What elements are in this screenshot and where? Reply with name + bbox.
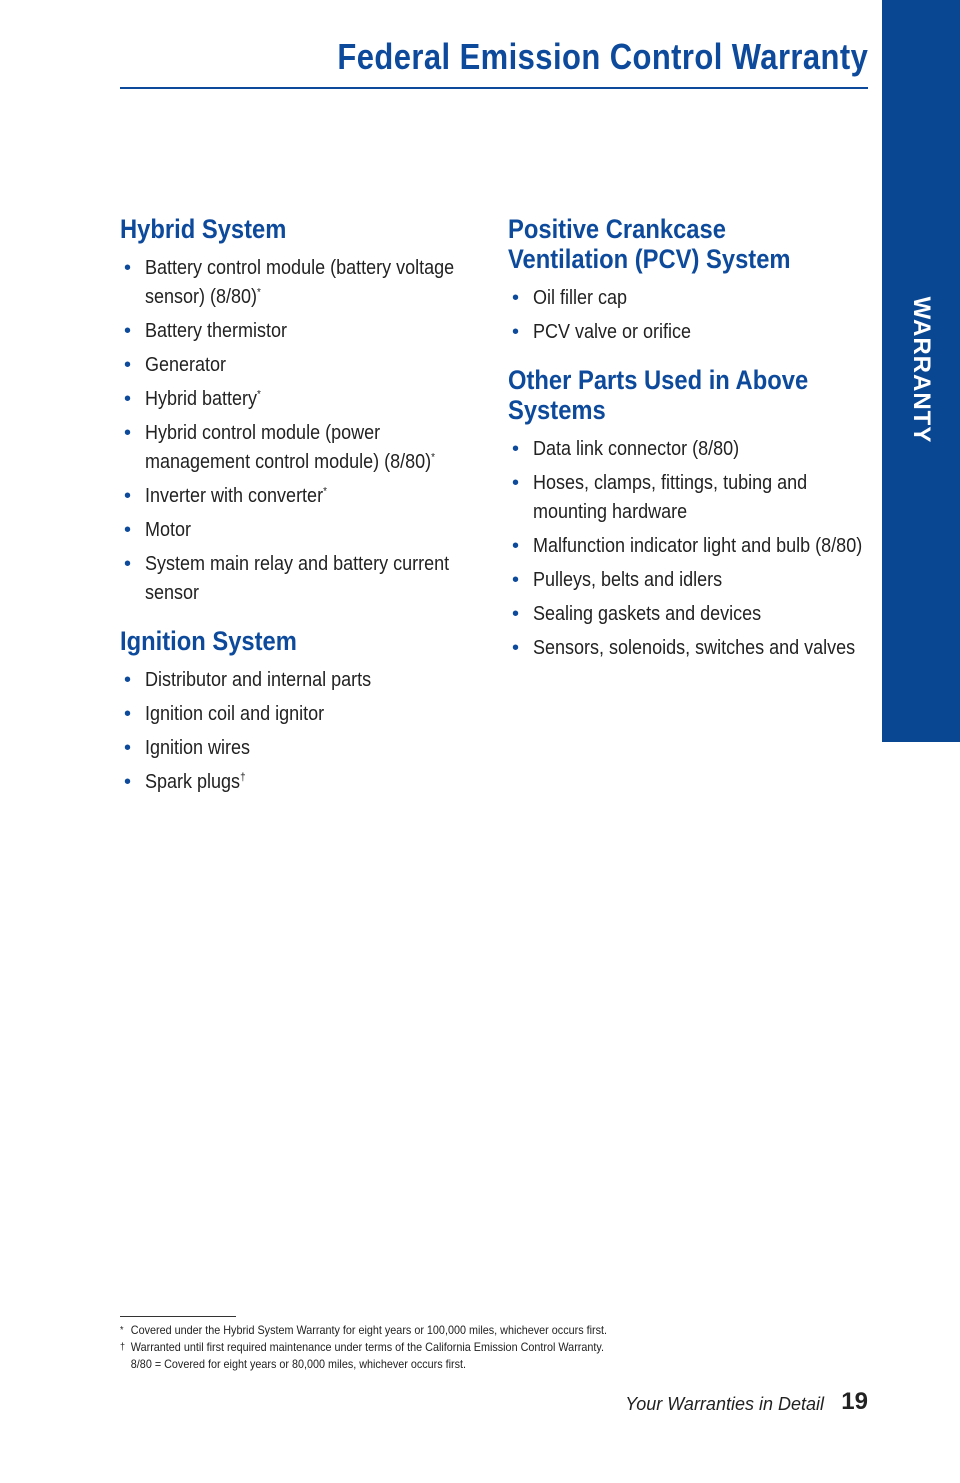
footnote-mark: † (240, 771, 246, 784)
list-item (508, 532, 878, 561)
list-item-text: Motor (145, 519, 192, 541)
right-section (508, 365, 878, 663)
side-tab-label: WARRANTY (908, 296, 935, 444)
list-item-text: Distributor and internal parts (145, 669, 372, 691)
bullet-list (120, 254, 480, 608)
list-item-text: Pulleys, belts and idlers (533, 569, 723, 591)
list-item-body (533, 435, 878, 464)
footnote-rule (120, 1316, 236, 1317)
list-item-body (145, 666, 480, 695)
bullet-list (508, 435, 878, 663)
list-item (120, 419, 480, 477)
list-item-text: Battery control module (battery voltage sensor) (8/80) (145, 257, 455, 308)
list-item (120, 385, 480, 414)
section-heading: Ignition System (120, 626, 297, 656)
section-heading: Positive Crankcase Ventilation (PCV) System (508, 214, 791, 274)
list-item-body (533, 469, 878, 527)
list-item (120, 254, 480, 312)
footnote-mark: * (431, 451, 436, 464)
list-item (120, 516, 480, 545)
list-item-text: System main relay and battery current sensor (145, 553, 450, 604)
list-item-body (145, 734, 480, 763)
list-item (120, 666, 480, 695)
list-item-body (145, 419, 480, 477)
list-item-text: Battery thermistor (145, 320, 288, 342)
footnote-dagger-text: Warranted until first required maintenance under terms of the California Emission Control Warranty. (130, 1340, 605, 1354)
footnote-asterisk-mark: * (120, 1325, 124, 1336)
section-heading: Hybrid System (120, 214, 287, 244)
right-column (508, 214, 878, 681)
list-item (508, 566, 878, 595)
list-item-body (533, 284, 878, 313)
list-item-text: Oil filler cap (533, 287, 628, 309)
list-item-body (533, 532, 878, 561)
right-section (508, 214, 878, 347)
list-item-body (533, 634, 878, 663)
list-item (120, 482, 480, 511)
footnotes (120, 1322, 860, 1373)
bullet-list (120, 666, 480, 797)
footnote-note (120, 1356, 786, 1373)
list-item (120, 351, 480, 380)
list-item (508, 634, 878, 663)
title-rule (120, 87, 868, 89)
list-item-text: Data link connector (8/80) (533, 438, 740, 460)
list-item-body (533, 566, 878, 595)
footnote-mark: * (257, 286, 261, 299)
list-item-text: Ignition wires (145, 737, 251, 759)
list-item-text: Hybrid battery (145, 388, 258, 410)
list-item (508, 469, 878, 527)
list-item-body (145, 351, 480, 380)
footnote-asterisk-text: Covered under the Hybrid System Warranty for eight years or 100,000 miles, whichever occurs first. (130, 1323, 607, 1337)
list-item-body (145, 550, 480, 608)
list-item-text: Sealing gaskets and devices (533, 603, 762, 625)
list-item (508, 435, 878, 464)
list-item (120, 317, 480, 346)
list-item-text: Generator (145, 354, 227, 376)
left-column (120, 214, 480, 815)
list-item (120, 550, 480, 608)
list-item-text: PCV valve or orifice (533, 321, 692, 343)
page-number: 19 (841, 1388, 868, 1415)
list-item-body (145, 254, 480, 312)
list-item-text: Hybrid control module (power management control module) (8/80) (145, 422, 432, 473)
list-item (508, 284, 878, 313)
list-item-body (145, 516, 480, 545)
list-item-body (145, 700, 480, 729)
list-item (508, 318, 878, 347)
list-item (120, 700, 480, 729)
list-item-text: Inverter with converter (145, 485, 324, 507)
section-heading: Other Parts Used in Above Systems (508, 365, 809, 425)
list-item-body (533, 600, 878, 629)
footnote-mark: * (323, 485, 327, 498)
list-item-body (145, 317, 480, 346)
list-item-text: Malfunction indicator light and bulb (8/80) (533, 535, 863, 557)
footnote-dagger (120, 1339, 786, 1356)
bullet-list (508, 284, 878, 347)
list-item (508, 600, 878, 629)
list-item-body (145, 385, 480, 414)
footnote-dagger-mark: † (120, 1342, 126, 1353)
left-section (120, 626, 480, 797)
list-item-text: Spark plugs (145, 771, 241, 793)
footnote-asterisk (120, 1322, 786, 1339)
footnote-note-text: 8/80 = Covered for eight years or 80,000 miles, whichever occurs first. (130, 1357, 467, 1371)
left-section (120, 214, 480, 608)
list-item-body (145, 482, 480, 511)
list-item (120, 734, 480, 763)
page-title: Federal Emission Control Warranty (337, 36, 868, 77)
list-item-body (145, 768, 480, 797)
list-item-text: Hoses, clamps, fittings, tubing and mounting hardware (533, 472, 808, 523)
list-item (120, 768, 480, 797)
list-item-text: Ignition coil and ignitor (145, 703, 325, 725)
list-item-body (533, 318, 878, 347)
list-item-text: Sensors, solenoids, switches and valves (533, 637, 856, 659)
footer-text: Your Warranties in Detail (625, 1394, 824, 1414)
footnote-mark: * (257, 388, 261, 401)
